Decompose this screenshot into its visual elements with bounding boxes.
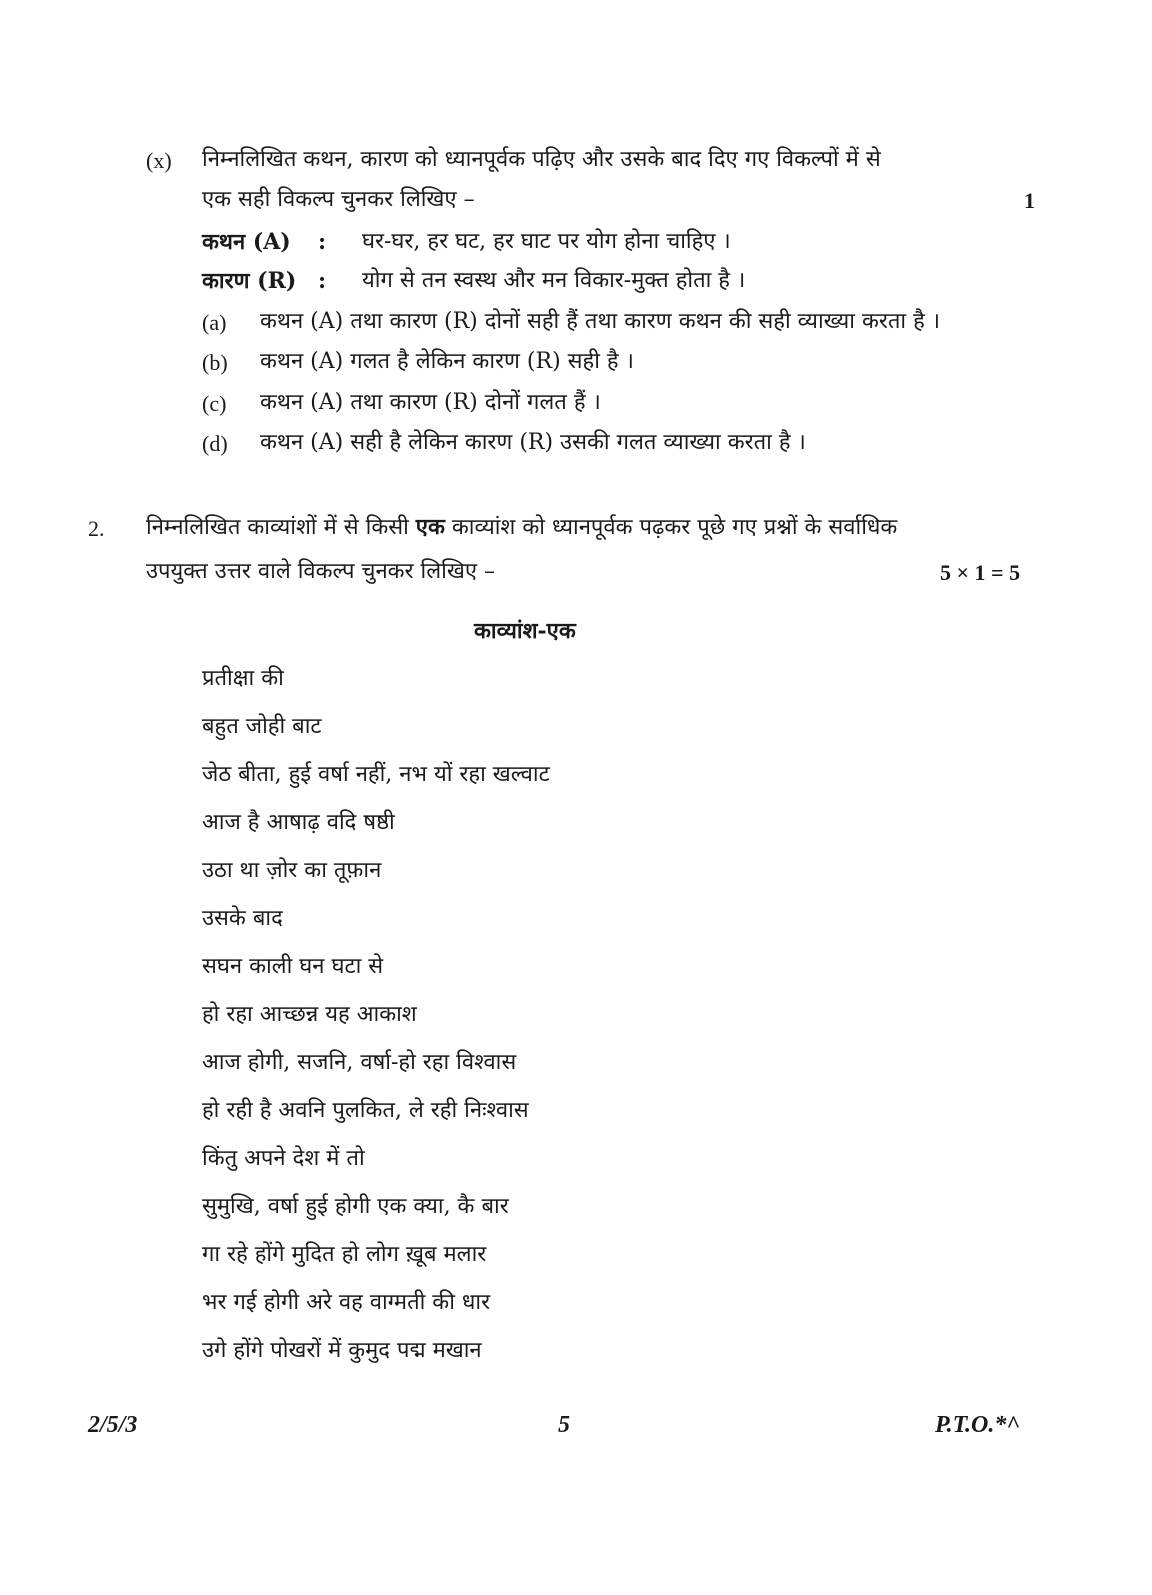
footer-code: 2/5/3 [88, 1412, 138, 1438]
poem-line: हो रहा आच्छन्न यह आकाश [202, 1002, 417, 1027]
option-c-text: कथन (A) तथा कारण (R) दोनों गलत हैं । [260, 390, 601, 415]
question-x-instruction-line2: एक सही विकल्प चुनकर लिखिए – [202, 187, 475, 212]
reason-label: कारण (R) [202, 268, 297, 294]
assertion-colon: : [318, 229, 327, 255]
poem-line: जेठ बीता, हुई वर्षा नहीं, नभ यों रहा खल्वाट [202, 762, 550, 787]
footer-pto: P.T.O.*^ [935, 1412, 1021, 1438]
assertion-text: घर-घर, हर घट, हर घाट पर योग होना चाहिए । [362, 229, 731, 254]
option-d-key: (d) [202, 431, 228, 456]
question-2-number: 2. [88, 516, 105, 541]
poem-line: उगे होंगे पोखरों में कुमुद पद्म मखान [202, 1338, 482, 1363]
poem-line: आज है आषाढ़ वदि षष्ठी [202, 810, 395, 835]
assertion-label: कथन (A) [202, 229, 291, 255]
poem-line: गा रहे होंगे मुदित हो लोग ख़ूब मलार [202, 1242, 487, 1267]
poem-line: सघन काली घन घटा से [202, 954, 384, 979]
poem-line: हो रही है अवनि पुलकित, ले रही निःश्वास [202, 1098, 529, 1123]
reason-colon: : [318, 268, 327, 294]
footer-page-number: 5 [558, 1412, 570, 1438]
poem-line: किंतु अपने देश में तो [202, 1146, 365, 1171]
question-2-line1-post: काव्यांश को ध्यानपूर्वक पढ़कर पूछे गए प्रश्नों के सर्वाधिक [451, 515, 898, 540]
question-x-marks: 1 [1024, 188, 1035, 213]
option-c-key: (c) [202, 391, 227, 416]
poem-title: काव्यांश-एक [474, 618, 576, 644]
question-2-line1 [146, 512, 897, 543]
poem-line: आज होगी, सजनि, वर्षा-हो रहा विश्वास [202, 1050, 517, 1075]
question-x-instruction-line1: निम्नलिखित कथन, कारण को ध्यानपूर्वक पढ़िए और उसके बाद दिए गए विकल्पों में से [202, 147, 881, 172]
reason-text: योग से तन स्वस्थ और मन विकार-मुक्त होता है । [362, 268, 746, 293]
question-2-marks: 5 × 1 = 5 [940, 560, 1021, 585]
poem-line: सुमुखि, वर्षा हुई होगी एक क्या, कै बार [202, 1194, 509, 1219]
question-2-line1-bold: एक [415, 514, 445, 540]
option-b-text: कथन (A) गलत है लेकिन कारण (R) सही है । [260, 349, 634, 374]
poem-line: उसके बाद [202, 906, 283, 931]
question-2-line1-pre: निम्नलिखित काव्यांशों में से किसी [146, 515, 409, 540]
option-d-text: कथन (A) सही है लेकिन कारण (R) उसकी गलत व्याख्या करता है । [260, 430, 806, 455]
poem-line: प्रतीक्षा की [202, 666, 284, 691]
option-b-key: (b) [202, 350, 228, 375]
poem-line: बहुत जोही बाट [202, 714, 322, 739]
option-a-key: (a) [202, 310, 227, 335]
poem-line: भर गई होगी अरे वह वाग्मती की धार [202, 1290, 491, 1315]
question-x-number: (x) [146, 148, 172, 173]
poem-line: उठा था ज़ोर का तूफ़ान [202, 858, 382, 883]
question-2-line2: उपयुक्त उत्तर वाले विकल्प चुनकर लिखिए – [146, 559, 496, 584]
option-a-text: कथन (A) तथा कारण (R) दोनों सही हैं तथा कारण कथन की सही व्याख्या करता है । [260, 309, 941, 334]
